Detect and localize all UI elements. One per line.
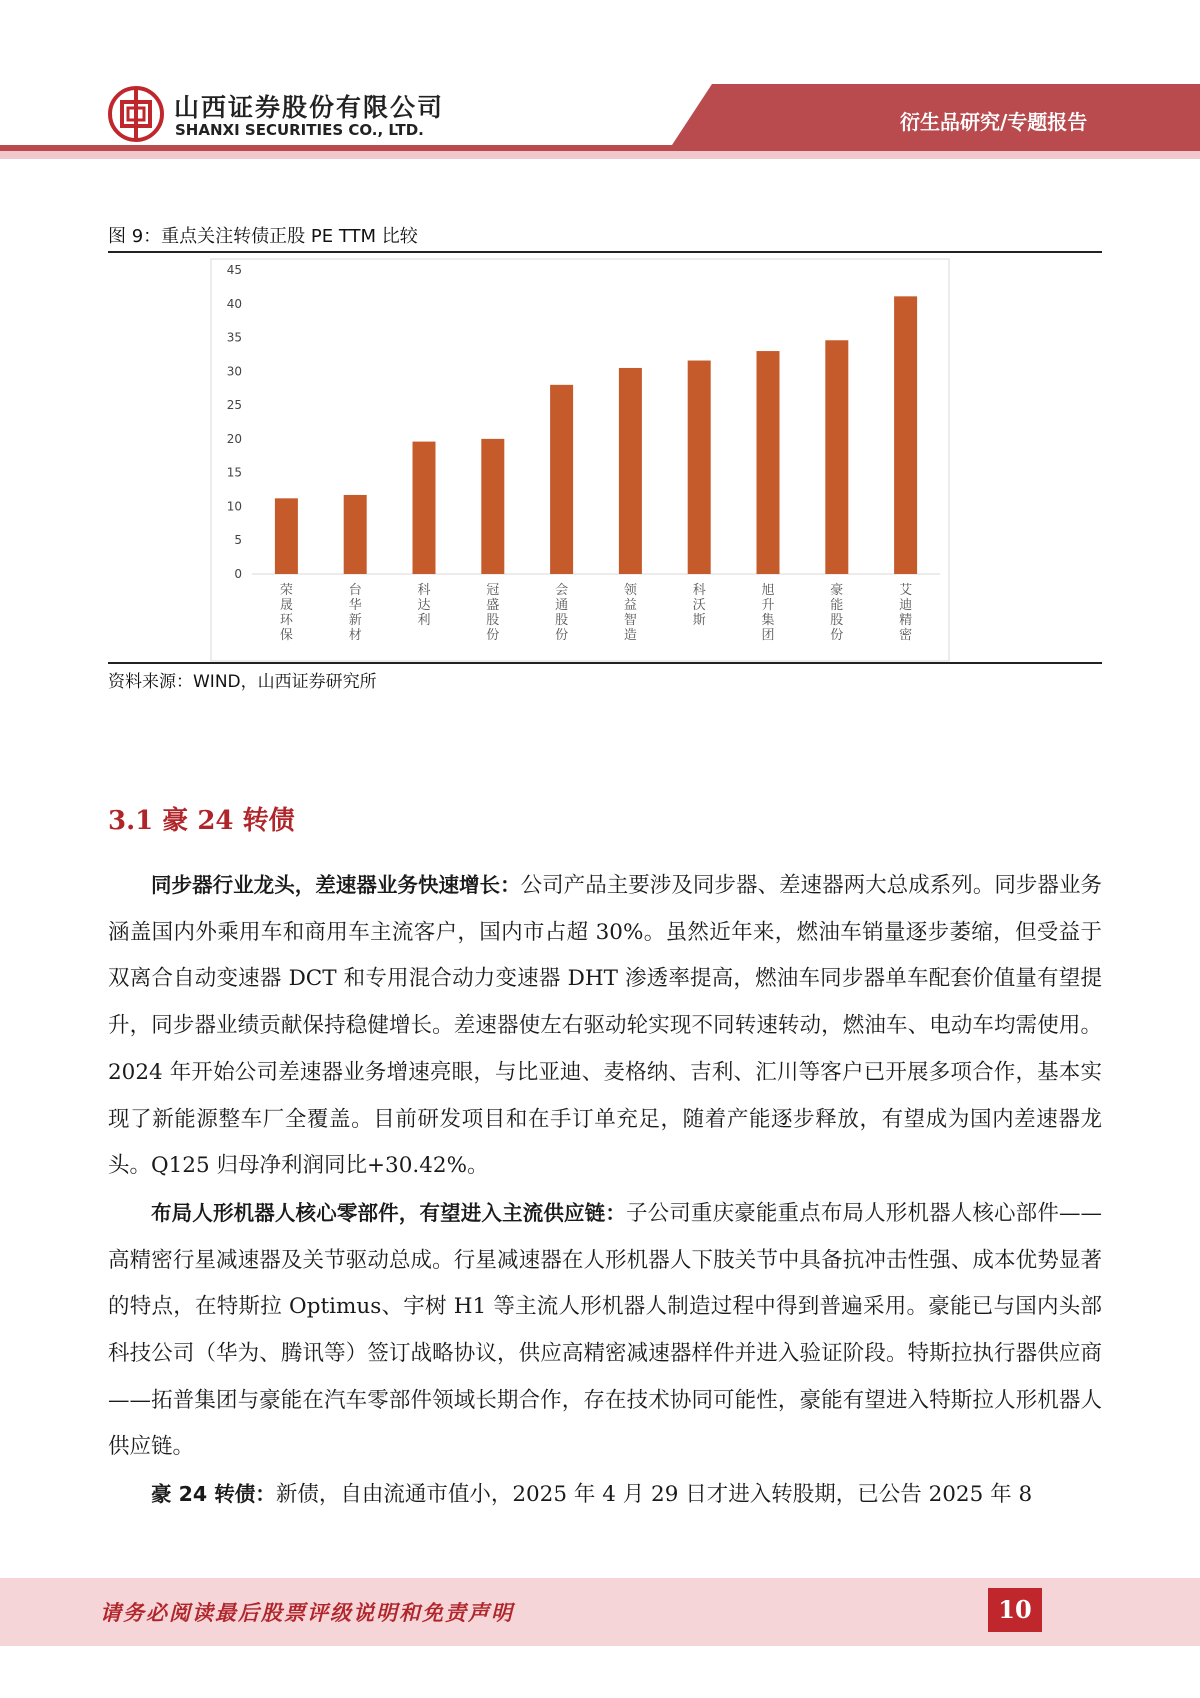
bar: [550, 385, 573, 574]
pe-ttm-bar-chart: [210, 258, 950, 662]
bar: [894, 296, 917, 574]
figure-bottom-rule: [108, 662, 1102, 664]
paragraph-1-text: 公司产品主要涉及同步器、差速器两大总成系列。同步器业务涵盖国内外乘用车和商用车主流客户，国内市占超 30%。虽然近年来，燃油车销量逐步萎缩，但受益于双离合自动变速器 DCT 和专用混合动力变速器 DHT 渗透率提高，燃油车同步器单车配套价值量有望提升，同步器业绩贡献保持稳健增长。差速器使左右驱动轮实现不同转速转动，燃油车、电动车均需使用。2024 年开始公司差速器业务增速亮眼，与比亚迪、麦格纳、吉利、汇川等客户已开展多项合作，基本实现了新能源整车厂全覆盖。目前研发项目和在手订单充足，随着产能逐步释放，有望成为国内差速器龙头。Q125 归母净利润同比+30.42%。: [108, 873, 1102, 1179]
bar: [757, 351, 780, 574]
header-pink-line: [0, 151, 1200, 159]
x-tick-label: 台华新材: [348, 583, 362, 643]
y-tick-label: 10: [226, 499, 242, 514]
bars: [275, 296, 917, 574]
page-number: 10: [988, 1588, 1042, 1632]
bar: [344, 495, 367, 574]
y-tick-label: 0: [234, 567, 242, 581]
paragraph-2-lead: 布局人形机器人核心零部件，有望进入主流供应链：: [151, 1200, 626, 1225]
paragraph-2-text: 子公司重庆豪能重点布局人形机器人核心部件——高精密行星减速器及关节驱动总成。行星减速器在人形机器人下肢关节中具备抗冲击性强、成本优势显著的特点，在特斯拉 Optimus、宇树 H1 等主流人形机器人制造过程中得到普遍采用。豪能已与国内头部科技公司（华为、腾讯等）签订战略协议，供应高精密减速器样件并进入验证阶段。特斯拉执行器供应商——拓普集团与豪能在汽车零部件领域长期合作，存在技术协同可能性，豪能有望进入特斯拉人形机器人供应链。: [108, 1200, 1102, 1460]
x-tick-label: 豪能股份: [830, 583, 844, 643]
x-tick-label: 科沃斯: [692, 583, 706, 628]
paragraph-1: [108, 862, 1102, 1190]
company-name-en: SHANXI SECURITIES CO., LTD.: [175, 121, 424, 139]
bar: [825, 340, 848, 574]
bar: [619, 368, 642, 574]
figure-top-rule: [108, 251, 1102, 253]
bar: [413, 442, 436, 574]
paragraph-3-lead: 豪 24 转债：: [151, 1482, 276, 1507]
x-tick-label: 会通股份: [555, 583, 569, 643]
x-tick-label: 艾迪精密: [899, 583, 913, 643]
section-title: 3.1 豪 24 转债: [108, 806, 295, 836]
paragraph-1-lead: 同步器行业龙头，差速器业务快速增长：: [151, 873, 521, 897]
y-tick-label: 30: [226, 364, 242, 379]
x-axis-labels: [280, 582, 912, 643]
x-tick-label: 科达利: [417, 583, 431, 628]
paragraph-2: [108, 1190, 1102, 1471]
footer-disclaimer: 请务必阅读最后股票评级说明和免责声明: [100, 1600, 514, 1625]
y-tick-label: 35: [226, 330, 242, 345]
paragraph-3-text: 新债，自由流通市值小，2025 年 4 月 29 日才进入转股期，已公告 2025 年 8: [275, 1482, 1033, 1508]
header-red-line: [0, 145, 1200, 151]
body-text: [108, 862, 1102, 1519]
x-tick-label: 冠盛股份: [486, 583, 500, 643]
x-tick-label: 领益智造: [623, 583, 637, 643]
header-band: [0, 0, 1200, 165]
y-tick-label: 25: [226, 398, 242, 413]
page-header: [0, 0, 1200, 165]
bar: [481, 439, 504, 574]
bar: [688, 361, 711, 574]
company-logo-icon: [108, 86, 164, 142]
y-tick-label: 5: [234, 533, 242, 548]
figure-source: 资料来源：WIND，山西证券研究所: [108, 672, 377, 692]
company-name-cn: 山西证券股份有限公司: [174, 93, 445, 122]
y-tick-label: 40: [226, 296, 242, 311]
y-tick-label: 15: [226, 465, 242, 480]
figure-title: 图 9：重点关注转债正股 PE TTM 比较: [108, 226, 418, 247]
paragraph-3: [108, 1471, 1102, 1519]
y-axis-ticks: [227, 263, 242, 581]
y-tick-label: 45: [226, 263, 242, 277]
y-tick-label: 20: [226, 431, 242, 446]
bar: [275, 498, 298, 574]
x-tick-label: 荣晟环保: [279, 583, 293, 643]
x-tick-label: 旭升集团: [761, 583, 775, 643]
report-type: 衍生品研究/专题报告: [900, 110, 1088, 134]
